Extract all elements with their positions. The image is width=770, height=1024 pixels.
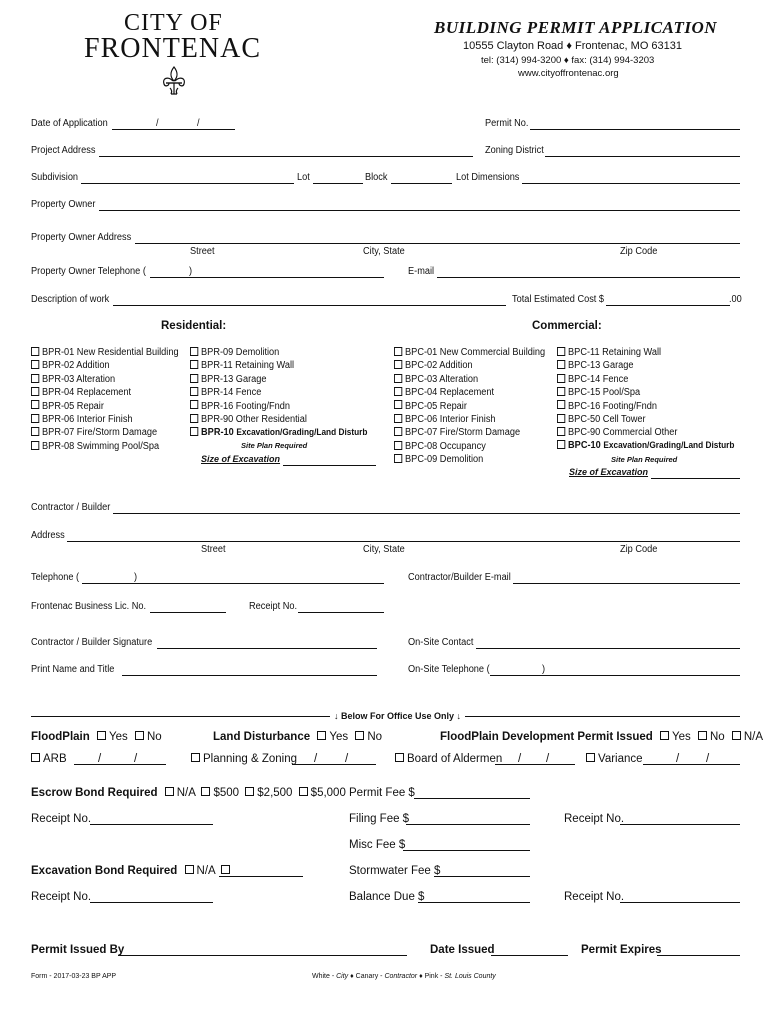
subdivision-label: Subdivision bbox=[31, 172, 79, 183]
checkbox-icon[interactable] bbox=[557, 360, 565, 369]
commercial-label: BPC-03 Alteration bbox=[405, 373, 479, 385]
escrow-500-checkbox[interactable] bbox=[201, 787, 210, 796]
residential-option[interactable] bbox=[190, 347, 307, 360]
permit-expires-label: Permit Expires bbox=[581, 944, 662, 956]
stormwater-fee-field[interactable] bbox=[434, 876, 530, 877]
fleur-de-lis-icon bbox=[160, 66, 188, 96]
checkbox-icon[interactable] bbox=[190, 347, 198, 356]
escrow-2500-checkbox[interactable] bbox=[245, 787, 254, 796]
planning-zoning-checkbox[interactable] bbox=[191, 753, 200, 762]
residential-label: BPR-07 Fire/Storm Damage bbox=[42, 427, 158, 439]
form-id: Form - 2017-03-23 BP APP bbox=[31, 973, 117, 980]
business-lic-field[interactable] bbox=[150, 612, 226, 613]
res-site-plan-required: Site Plan Required bbox=[241, 441, 308, 450]
fp-dev-na-checkbox[interactable] bbox=[732, 731, 741, 740]
checkbox-icon[interactable] bbox=[557, 414, 565, 423]
commercial-option[interactable] bbox=[557, 360, 677, 373]
residential-label: BPR-90 Other Residential bbox=[201, 413, 307, 425]
variance-option[interactable] bbox=[586, 753, 643, 765]
property-owner-field[interactable] bbox=[99, 210, 740, 211]
land-disturbance-yes-checkbox[interactable] bbox=[317, 731, 326, 740]
res-size-of-excavation-field[interactable] bbox=[283, 465, 376, 466]
contractor-telephone-field[interactable] bbox=[82, 583, 384, 584]
arb-checkbox[interactable] bbox=[31, 753, 40, 762]
checkbox-icon[interactable] bbox=[31, 400, 39, 409]
commercial-option[interactable] bbox=[557, 374, 677, 387]
residential-option[interactable] bbox=[190, 360, 307, 373]
onsite-contact-label: On-Site Contact bbox=[408, 637, 474, 648]
date-slash: / bbox=[314, 753, 318, 765]
permit-no-label: Permit No. bbox=[485, 118, 529, 129]
lot-label: Lot bbox=[297, 172, 310, 183]
date-slash: / bbox=[345, 753, 349, 765]
residential-label: BPR-06 Interior Finish bbox=[42, 413, 133, 425]
contractor-address-label: Address bbox=[31, 530, 65, 541]
date-slash: / bbox=[676, 753, 680, 765]
commercial-label: BPC-02 Addition bbox=[405, 360, 473, 372]
yes-label: Yes bbox=[329, 731, 349, 743]
commercial-label: BPC-08 Occupancy bbox=[405, 440, 486, 452]
lot-dimensions-label: Lot Dimensions bbox=[456, 172, 520, 183]
checkbox-icon[interactable] bbox=[394, 400, 402, 409]
floodplain-no-checkbox[interactable] bbox=[135, 731, 144, 740]
fp-dev-permit-row bbox=[440, 731, 763, 743]
receipt-no-field[interactable] bbox=[620, 902, 740, 903]
residential-heading: Residential: bbox=[161, 320, 227, 332]
city-website: www.cityoffrontenac.org bbox=[518, 68, 619, 79]
bpc10-option[interactable] bbox=[557, 440, 734, 451]
checkbox-icon[interactable] bbox=[394, 347, 402, 356]
form-title: BUILDING PERMIT APPLICATION bbox=[434, 18, 718, 37]
escrow-bond-label: Escrow Bond Required bbox=[31, 787, 158, 799]
arb-option[interactable] bbox=[31, 753, 67, 765]
description-of-work-field[interactable] bbox=[113, 305, 506, 306]
filing-fee-label: Filing Fee $ bbox=[349, 813, 410, 825]
escrow-5000-checkbox[interactable] bbox=[299, 787, 308, 796]
contractor-signature-field[interactable] bbox=[157, 648, 377, 649]
residential-label: BPR-11 Retaining Wall bbox=[201, 360, 295, 372]
date-slash: / bbox=[98, 753, 102, 765]
permit-fee-field[interactable] bbox=[414, 798, 530, 799]
commercial-label: BPC-90 Commercial Other bbox=[568, 427, 678, 439]
excavation-bond-amount-field[interactable] bbox=[219, 876, 303, 877]
checkbox-icon[interactable] bbox=[394, 360, 402, 369]
arb-label: ARB bbox=[43, 753, 67, 765]
contractor-email-label: Contractor/Builder E-mail bbox=[408, 572, 511, 583]
copy-distribution: White - City ♦ Canary - Contractor ♦ Pink - St. Louis County bbox=[312, 973, 496, 980]
residential-label: BPR-02 Addition bbox=[42, 360, 110, 372]
checkbox-icon[interactable] bbox=[190, 414, 198, 423]
street-caption: Street bbox=[190, 246, 215, 257]
com-size-of-excavation: Size of Excavation bbox=[569, 467, 649, 477]
commercial-option[interactable] bbox=[394, 387, 545, 400]
residential-option[interactable] bbox=[31, 401, 179, 414]
no-label: No bbox=[146, 731, 162, 743]
commercial-label: BPC-06 Interior Finish bbox=[405, 413, 496, 425]
commercial-option[interactable] bbox=[394, 360, 545, 373]
escrow-bond-row bbox=[31, 787, 346, 799]
project-address-field[interactable] bbox=[99, 156, 473, 157]
total-estimated-cost-label: Total Estimated Cost $ bbox=[512, 294, 605, 305]
city-state-caption: City, State bbox=[363, 246, 405, 257]
floodplain-row bbox=[31, 731, 162, 743]
residential-label: BPR-03 Alteration bbox=[42, 373, 116, 385]
balance-due-field[interactable] bbox=[418, 902, 530, 903]
commercial-col1 bbox=[394, 347, 558, 468]
planning-zoning-option[interactable] bbox=[191, 753, 297, 765]
description-of-work-label: Description of work bbox=[31, 294, 110, 305]
checkbox-icon[interactable] bbox=[394, 414, 402, 423]
commercial-option[interactable] bbox=[394, 414, 545, 427]
na-label: N/A bbox=[743, 731, 764, 743]
residential-label: BPR-14 Fence bbox=[201, 387, 262, 399]
commercial-option[interactable] bbox=[394, 454, 545, 467]
commercial-label: BPC-50 Cell Tower bbox=[568, 413, 646, 425]
checkbox-icon[interactable] bbox=[394, 374, 402, 383]
property-owner-telephone-label: Property Owner Telephone ( bbox=[31, 266, 146, 277]
fp-dev-yes-checkbox[interactable] bbox=[660, 731, 669, 740]
land-disturbance-label: Land Disturbance bbox=[213, 731, 311, 743]
excavation-bond-label: Excavation Bond Required bbox=[31, 865, 178, 877]
checkbox-icon[interactable] bbox=[190, 427, 198, 436]
property-owner-address-label: Property Owner Address bbox=[31, 232, 132, 243]
bpc10-code: BPC-10 bbox=[568, 440, 601, 451]
subdivision-field[interactable] bbox=[81, 183, 294, 184]
office-use-divider: ↓ Below For Office Use Only ↓ bbox=[330, 711, 465, 721]
date-slash: / bbox=[156, 118, 159, 129]
commercial-option[interactable] bbox=[557, 401, 677, 414]
onsite-contact-field[interactable] bbox=[476, 648, 740, 649]
zip-code-caption: Zip Code bbox=[620, 544, 658, 555]
receipt-no-label: Receipt No. bbox=[564, 813, 625, 825]
residential-option[interactable] bbox=[31, 414, 179, 427]
receipt-no-label: Receipt No. bbox=[249, 601, 298, 612]
board-aldermen-option[interactable] bbox=[395, 753, 502, 765]
email-label: E-mail bbox=[408, 266, 435, 277]
stormwater-fee-label: Stormwater Fee $ bbox=[349, 865, 441, 877]
checkbox-icon[interactable] bbox=[394, 387, 402, 396]
receipt-no-field[interactable] bbox=[90, 824, 213, 825]
contractor-builder-field[interactable] bbox=[113, 513, 740, 514]
checkbox-icon[interactable] bbox=[190, 400, 198, 409]
na-label: N/A bbox=[176, 787, 196, 799]
paren-close: ) bbox=[189, 266, 193, 277]
checkbox-icon[interactable] bbox=[31, 427, 39, 436]
date-slash: / bbox=[706, 753, 710, 765]
zip-code-caption: Zip Code bbox=[620, 246, 658, 257]
lot-field[interactable] bbox=[313, 183, 363, 184]
checkbox-icon[interactable] bbox=[557, 374, 565, 383]
res-size-of-excavation: Size of Excavation bbox=[201, 454, 281, 464]
commercial-option[interactable] bbox=[394, 427, 545, 440]
date-issued-label: Date Issued bbox=[430, 944, 495, 956]
amount-500: $500 bbox=[213, 787, 240, 799]
logo-line1: CITY OF bbox=[124, 10, 223, 36]
commercial-label: BPC-14 Fence bbox=[568, 373, 629, 385]
checkbox-icon[interactable] bbox=[557, 440, 565, 449]
bpc10-desc: Excavation/Grading/Land Disturb bbox=[603, 440, 735, 450]
paren-close: ) bbox=[542, 664, 546, 675]
receipt-no-field[interactable] bbox=[620, 824, 740, 825]
checkbox-icon[interactable] bbox=[31, 414, 39, 423]
residential-option[interactable] bbox=[31, 387, 179, 400]
onsite-telephone-label: On-Site Telephone ( bbox=[408, 664, 490, 675]
contractor-builder-label: Contractor / Builder bbox=[31, 502, 111, 513]
residential-option[interactable] bbox=[190, 387, 307, 400]
commercial-option[interactable] bbox=[394, 441, 545, 454]
commercial-option[interactable] bbox=[394, 401, 545, 414]
zoning-district-field[interactable] bbox=[545, 156, 740, 157]
land-disturbance-no-checkbox[interactable] bbox=[355, 731, 364, 740]
commercial-label: BPC-11 Retaining Wall bbox=[568, 347, 662, 358]
city-phone-fax: tel: (314) 994-3200 ♦ fax: (314) 994-3203 bbox=[481, 55, 655, 66]
project-address-label: Project Address bbox=[31, 145, 96, 156]
board-aldermen-checkbox[interactable] bbox=[395, 753, 404, 762]
residential-option[interactable] bbox=[190, 374, 307, 387]
commercial-label: BPC-09 Demolition bbox=[405, 454, 484, 466]
permit-issued-by-label: Permit Issued By bbox=[31, 944, 125, 956]
residential-option[interactable] bbox=[31, 360, 179, 373]
misc-fee-label: Misc Fee $ bbox=[349, 839, 406, 851]
checkbox-icon[interactable] bbox=[557, 387, 565, 396]
residential-label: BPR-04 Replacement bbox=[42, 387, 132, 399]
escrow-na-checkbox[interactable] bbox=[165, 787, 174, 796]
bpr10-option[interactable] bbox=[190, 427, 367, 438]
commercial-label: BPC-07 Fire/Storm Damage bbox=[405, 427, 521, 439]
misc-fee-field[interactable] bbox=[403, 850, 530, 851]
lot-dimensions-field[interactable] bbox=[522, 183, 740, 184]
variance-label: Variance bbox=[598, 753, 643, 765]
onsite-telephone-field[interactable] bbox=[490, 675, 740, 676]
amount-2500: $2,500 bbox=[257, 787, 293, 799]
planning-zoning-date-field[interactable] bbox=[292, 764, 376, 765]
receipt-no-label: Receipt No. bbox=[31, 891, 92, 903]
checkbox-icon[interactable] bbox=[394, 454, 402, 463]
checkbox-icon[interactable] bbox=[31, 374, 39, 383]
commercial-heading: Commercial: bbox=[532, 320, 602, 332]
checkbox-icon[interactable] bbox=[31, 441, 39, 450]
residential-label: BPR-16 Footing/Fndn bbox=[201, 400, 291, 412]
commercial-option[interactable] bbox=[557, 427, 677, 440]
checkbox-icon[interactable] bbox=[394, 441, 402, 450]
print-name-title-field[interactable] bbox=[122, 675, 377, 676]
excavation-amount-checkbox[interactable] bbox=[221, 865, 230, 874]
residential-col2 bbox=[190, 347, 317, 427]
checkbox-icon[interactable] bbox=[31, 387, 39, 396]
bpr10-code: BPR-10 bbox=[201, 427, 234, 438]
commercial-option[interactable] bbox=[557, 387, 677, 400]
date-slash: / bbox=[197, 118, 200, 129]
logo-line2: FRONTENAC bbox=[84, 33, 262, 64]
commercial-label: BPC-15 Pool/Spa bbox=[568, 387, 641, 399]
receipt-no-field[interactable] bbox=[298, 612, 384, 613]
residential-option[interactable] bbox=[190, 401, 307, 414]
checkbox-icon[interactable] bbox=[190, 387, 198, 396]
residential-option[interactable] bbox=[31, 347, 179, 360]
block-label: Block bbox=[365, 172, 388, 183]
no-label: No bbox=[367, 731, 383, 743]
checkbox-icon[interactable] bbox=[31, 360, 39, 369]
fp-dev-no-checkbox[interactable] bbox=[698, 731, 707, 740]
commercial-option[interactable] bbox=[557, 347, 677, 360]
commercial-option[interactable] bbox=[394, 347, 545, 360]
checkbox-icon[interactable] bbox=[190, 360, 198, 369]
print-name-title-label: Print Name and Title bbox=[31, 664, 115, 675]
residential-option[interactable] bbox=[31, 374, 179, 387]
residential-option[interactable] bbox=[190, 414, 307, 427]
property-owner-address-field[interactable] bbox=[135, 243, 740, 244]
yes-label: Yes bbox=[108, 731, 128, 743]
date-of-application-field[interactable] bbox=[112, 129, 235, 130]
permit-no-field[interactable] bbox=[530, 129, 740, 130]
city-state-caption: City, State bbox=[363, 544, 405, 555]
checkbox-icon[interactable] bbox=[557, 427, 565, 436]
receipt-no-label: Receipt No. bbox=[564, 891, 625, 903]
residential-option[interactable] bbox=[31, 441, 179, 454]
date-slash: / bbox=[134, 753, 138, 765]
balance-due-label: Balance Due $ bbox=[349, 891, 425, 903]
paren-close: ) bbox=[134, 572, 138, 583]
residential-label: BPR-08 Swimming Pool/Spa bbox=[42, 440, 160, 452]
residential-label: BPR-05 Repair bbox=[42, 400, 104, 412]
commercial-label: BPC-01 New Commercial Building bbox=[405, 347, 546, 358]
checkbox-icon[interactable] bbox=[557, 400, 565, 409]
permit-expires-field[interactable] bbox=[657, 955, 740, 956]
receipt-no-label: Receipt No. bbox=[31, 813, 92, 825]
permit-fee-label: Permit Fee $ bbox=[349, 787, 415, 799]
no-label: No bbox=[709, 731, 725, 743]
block-field[interactable] bbox=[391, 183, 452, 184]
commercial-option[interactable] bbox=[557, 414, 677, 427]
excavation-na-checkbox[interactable] bbox=[185, 865, 194, 874]
property-owner-label: Property Owner bbox=[31, 199, 96, 210]
checkbox-icon[interactable] bbox=[394, 427, 402, 436]
na-label: N/A bbox=[196, 865, 216, 877]
checkbox-icon[interactable] bbox=[31, 347, 39, 356]
checkbox-icon[interactable] bbox=[190, 374, 198, 383]
property-owner-email-field[interactable] bbox=[437, 277, 740, 278]
permit-issued-by-field[interactable] bbox=[118, 955, 407, 956]
contractor-email-field[interactable] bbox=[513, 583, 740, 584]
bpr10-desc: Excavation/Grading/Land Disturb bbox=[236, 427, 368, 437]
floodplain-label: FloodPlain bbox=[31, 731, 90, 743]
commercial-label: BPC-04 Replacement bbox=[405, 387, 495, 399]
date-of-application-label: Date of Application bbox=[31, 118, 108, 129]
property-owner-telephone-field[interactable] bbox=[150, 277, 384, 278]
variance-date-field[interactable] bbox=[643, 764, 740, 765]
residential-label: BPR-09 Demolition bbox=[201, 347, 280, 358]
yes-label: Yes bbox=[672, 731, 691, 743]
com-site-plan-required: Site Plan Required bbox=[611, 455, 678, 464]
fp-dev-permit-label: FloodPlain Development Permit Issued bbox=[440, 731, 653, 743]
street-caption: Street bbox=[201, 544, 226, 555]
business-lic-label: Frontenac Business Lic. No. bbox=[31, 601, 147, 612]
commercial-label: BPC-16 Footing/Fndn bbox=[568, 400, 658, 412]
total-estimated-cost-field[interactable] bbox=[606, 305, 730, 306]
commercial-label: BPC-05 Repair bbox=[405, 400, 467, 412]
checkbox-icon[interactable] bbox=[557, 347, 565, 356]
zoning-district-label: Zoning District bbox=[485, 145, 544, 156]
date-slash: / bbox=[546, 753, 550, 765]
excavation-bond-row bbox=[31, 865, 233, 877]
board-aldermen-date-field[interactable] bbox=[495, 764, 575, 765]
variance-checkbox[interactable] bbox=[586, 753, 595, 762]
cost-cents: .00 bbox=[729, 294, 742, 305]
contractor-address-field[interactable] bbox=[67, 541, 740, 542]
floodplain-yes-checkbox[interactable] bbox=[97, 731, 106, 740]
residential-label: BPR-01 New Residential Building bbox=[42, 347, 179, 358]
com-size-of-excavation-field[interactable] bbox=[651, 478, 740, 479]
commercial-option[interactable] bbox=[394, 374, 545, 387]
contractor-signature-label: Contractor / Builder Signature bbox=[31, 637, 153, 648]
filing-fee-field[interactable] bbox=[406, 824, 530, 825]
telephone-label: Telephone ( bbox=[31, 572, 80, 583]
amount-5000: $5,000 bbox=[310, 787, 346, 799]
date-slash: / bbox=[518, 753, 522, 765]
receipt-no-field[interactable] bbox=[90, 902, 213, 903]
board-aldermen-label: Board of Aldermen bbox=[407, 753, 503, 765]
land-disturbance-row bbox=[213, 731, 382, 743]
residential-col1 bbox=[31, 347, 191, 454]
residential-option[interactable] bbox=[31, 427, 179, 440]
planning-zoning-label: Planning & Zoning bbox=[203, 753, 297, 765]
arb-date-field[interactable] bbox=[74, 764, 166, 765]
commercial-col2 bbox=[557, 347, 688, 441]
residential-label: BPR-13 Garage bbox=[201, 373, 267, 385]
commercial-label: BPC-13 Garage bbox=[568, 360, 634, 372]
date-issued-field[interactable] bbox=[491, 955, 568, 956]
city-address: 10555 Clayton Road ♦ Frontenac, MO 63131 bbox=[463, 40, 683, 52]
